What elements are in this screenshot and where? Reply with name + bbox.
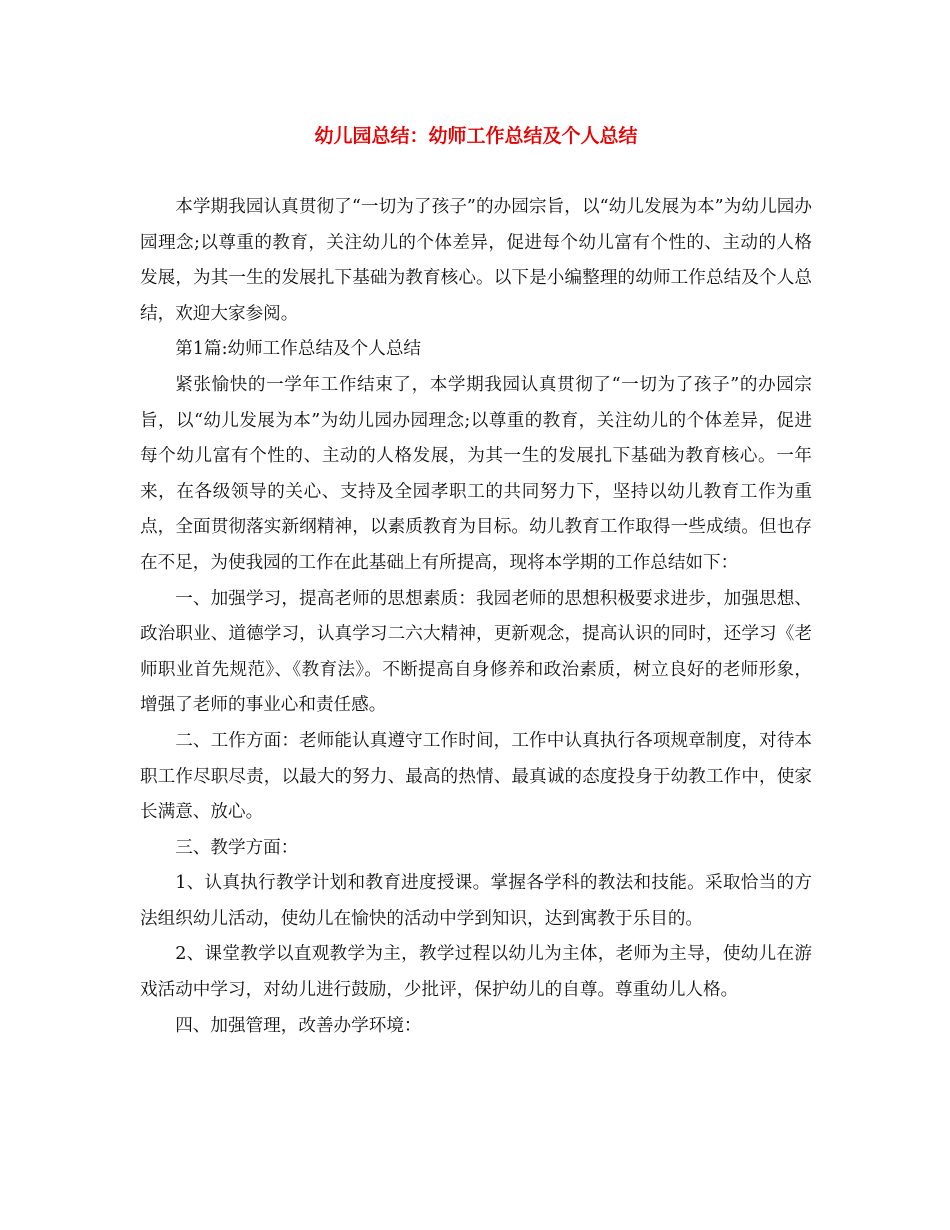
document-body: [140, 190, 812, 1044]
body-paragraph: 1、认真执行教学计划和教育进度授课。掌握各学科的教法和技能。采取恰当的方法组织幼儿活动，使幼儿在愉快的活动中学到知识，达到寓教于乐目的。: [140, 873, 812, 929]
document-title: 幼儿园总结：幼师工作总结及个人总结: [314, 125, 638, 147]
body-paragraph: 二、工作方面：老师能认真遵守工作时间，工作中认真执行各项规章制度，对待本职工作尽职尽责，以最大的努力、最高的热情、最真诚的态度投身于幼教工作中，使家长满意、放心。: [140, 730, 812, 823]
intro-paragraph: 本学期我园认真贯彻了“一切为了孩子”的办园宗旨，以“幼儿发展为本”为幼儿园办园理念;以尊重的教育，关注幼儿的个体差异，促进每个幼儿富有个性的、主动的人格发展，为其一生的发展扎下基础为教育核心。以下是小编整理的幼师工作总结及个人总结，欢迎大家参阅。: [140, 197, 812, 324]
body-paragraph: 紧张愉快的一学年工作结束了，本学期我园认真贯彻了“一切为了孩子”的办园宗旨，以“幼儿发展为本”为幼儿园办园理念;以尊重的教育，关注幼儿的个体差异，促进每个幼儿富有个性的、主动的人格发展，为其一生的发展扎下基础为教育核心。一年来，在各级领导的关心、支持及全园孝职工的共同努力下，坚持以幼儿教育工作为重点，全面贯彻落实新纲精神，以素质教育为目标。幼儿教育工作取得一些成绩。但也存在不足，为使我园的工作在此基础上有所提高，现将本学期的工作总结如下：: [140, 374, 812, 573]
body-paragraph: 一、加强学习，提高老师的思想素质：我园老师的思想积极要求进步，加强思想、政治职业、道德学习，认真学习二六大精神，更新观念，提高认识的同时，还学习《老师职业首先规范》、《教育法》。不断提高自身修养和政治素质，树立良好的老师形象，增强了老师的事业心和责任感。: [140, 588, 812, 716]
section-heading: 第1篇:幼师工作总结及个人总结: [175, 339, 422, 360]
body-paragraph: 四、加强管理，改善办学环境：: [175, 1015, 422, 1036]
body-paragraph: 2、课堂教学以直观教学为主，教学过程以幼儿为主体，老师为主导，使幼儿在游戏活动中学习，对幼儿进行鼓励，少批评，保护幼儿的自尊。尊重幼儿人格。: [140, 944, 812, 1001]
body-paragraph: 三、教学方面：: [175, 837, 299, 858]
